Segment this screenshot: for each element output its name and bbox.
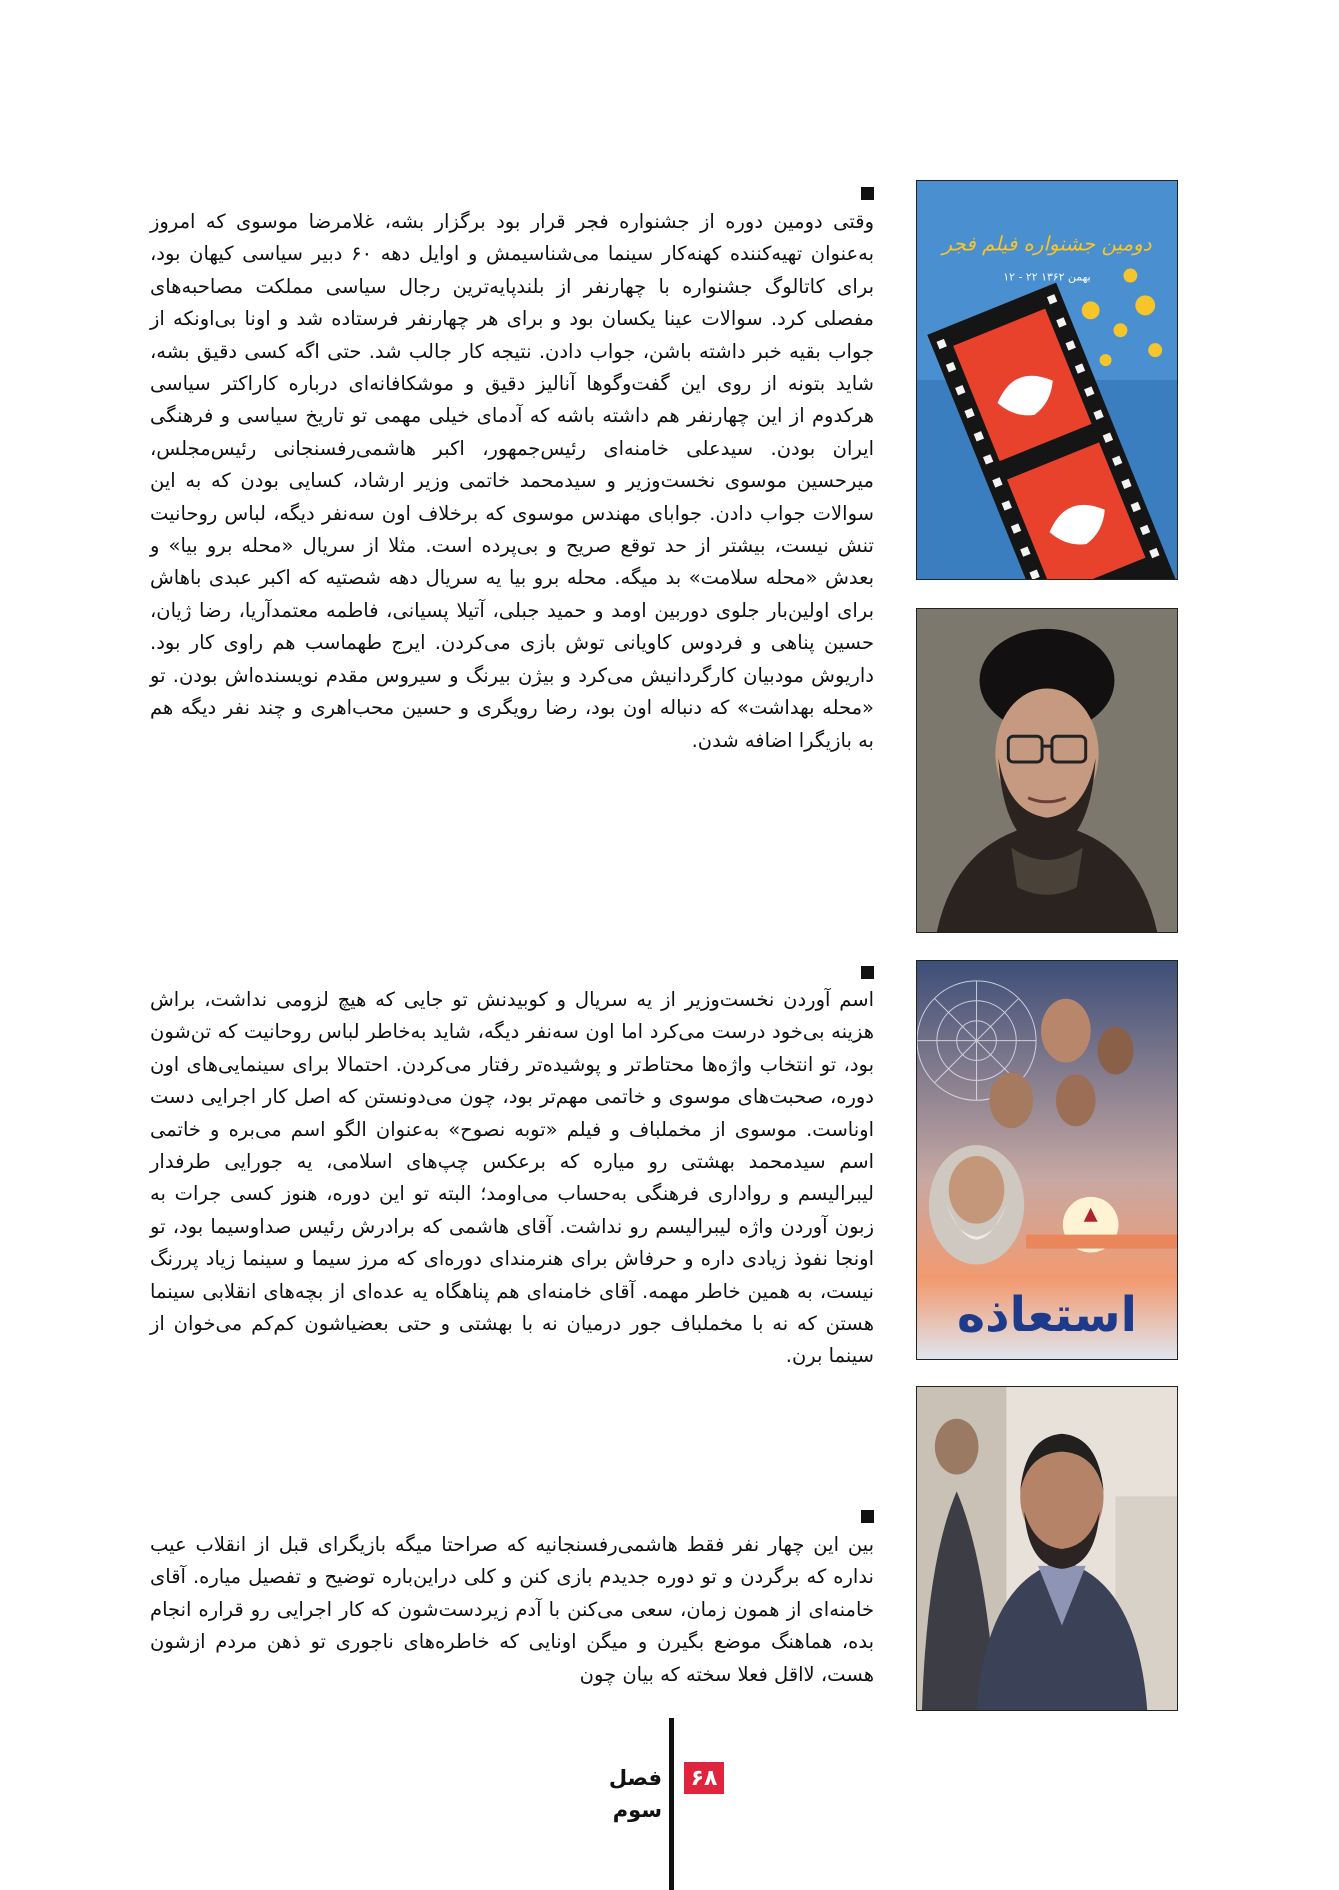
page-number-badge: ۶۸ [684,1762,724,1794]
portrait-cleric-image [916,608,1178,933]
poster-date-text: ۱۲ - ۲۲ بهمن ۱۳۶۲ [1003,270,1091,284]
paragraph-bullet-1 [861,187,874,200]
paragraph-2-block [150,984,874,1373]
film-poster-image [916,960,1178,1360]
poster-title-text: دومین جشنواره فیلم فجر [942,232,1152,256]
film-poster-title: استعاذه [957,1288,1137,1344]
portrait-man-suit-image [916,1386,1178,1711]
paragraph-1: وقتی دومین دوره از جشنواره فجر قرار بود برگزار بشه، غلامرضا موسوی که امروز به‌عنوان تهیه‌کننده کهنه‌کار سینما می‌شناسیمش و اوایل دهه ۶۰ دبیر سیاسی کیهان بود، برای کاتالوگ جشنواره با چهارنفر از بلندپایه‌ترین رجال سیاسی مملکت مصاحبه‌های مفصلی کرد. سوالات عینا یکسان بود و برای هر چهارنفر فرستاده شد و اونا بی‌اونکه از جواب بقیه خبر داشته باشن، جواب دادن. نتیجه کار جالب شد. حتی اگه کسی دقیق بشه، شاید بتونه از روی این گفت‌وگوها آنالیز دقیق و موشکافانه‌ای درباره کاراکتر سیاسی هرکدوم از این چهارنفر هم داشته باشه که آدمای خیلی مهمی تو تاریخ سیاسی و فرهنگی ایران بودن. سیدعلی خامنه‌ای رئیس‌جمهور، اکبر هاشمی‌رفسنجانی رئیس‌مجلس، میرحسین موسوی نخست‌وزیر و سیدمحمد خاتمی وزیر ارشاد، کسایی بودن که به این سوالات جواب دادن. جوابای مهندس موسوی که برخلاف اون سه‌نفر دیگه، لباس روحانیت تنش نیست، بیشتر از حد توقع صریح و بی‌پرده است. مثلا از سریال «محله برو بیا» و بعدش «محله سلامت» بد میگه. محله برو بیا یه سریال دهه شصتیه که اکبر عبدی باهاش برای اولین‌بار جلوی دوربین اومد و حمید جبلی، آتیلا پسیانی، فاطمه معتمدآریا، رضا ژیان، حسین پناهی و فردوس کاویانی توش بازی می‌کردن. ایرج طهماسب هم راوی کار بود. داریوش مودبیان کارگردانیش می‌کرد و بیژن بیرنگ و سیروس مقدم نویسنده‌اش بودن. تو «محله بهداشت» که دنباله اون بود، رضا رویگری و حسین محب‌اهری و چند نفر دیگه هم به بازیگرا اضافه شدن. [150,210,875,752]
paragraph-bullet-2 [861,966,874,979]
festival-poster-image [916,180,1178,580]
footer-divider [669,1718,674,1890]
paragraph-3: بین این چهار نفر فقط هاشمی‌رفسنجانیه که صراحتا میگه بازیگرای قبل از انقلاب عیب نداره که برگردن و تو دوره جدیدم بازی کنن و کلی دراین‌باره توضیح و تفصیل میاره. آقای خامنه‌ای از همون زمان، سعی می‌کنن با آدم زیردست‌شون که کار اجرایی رو قراره انجام بده، هماهنگ موضع بگیرن و میگن اونایی که خاطره‌های ناجوری تو ذهن مردم ازشون هست، لااقل فعلا سخته که بیان چون [150,1533,874,1686]
paragraph-3-block [150,1529,874,1691]
paragraph-1-block [150,206,874,757]
paragraph-2: اسم آوردن نخست‌وزیر از یه سریال و کوبیدنش تو جایی که هیچ لزومی نداشت، براش هزینه بی‌خود درست می‌کرد اما اون سه‌نفر دیگه، شاید به‌خاطر لباس روحانیت که تن‌شون بود، تو انتخاب واژه‌ها محتاط‌تر و پوشیده‌تر رفتار می‌کردن. احتمالا برای سینمایی‌های اون دوره، صحبت‌های موسوی و خاتمی مهم‌تر بود، چون می‌دونستن که اصل کار اجرایی دست اوناست. موسوی از مخملباف و فیلم «توبه نصوح» به‌عنوان الگو اسم می‌بره و خاتمی اسم سیدمحمد بهشتی رو میاره که برعکس چپ‌های اسلامی، یه جورایی طرفدار لیبرالیسم و رواداری فرهنگی به‌حساب می‌اومد؛ البته تو این دوره، هنوز کسی جرات به زبون آوردن واژه لیبرالیسم رو نداشت. آقای هاشمی که برادرش رئیس صداوسیما بود، تو اونجا نفوذ زیادی داره و حرفاش برای هنرمندای دوره‌ای که مرز سیما و سینما زیاد پررنگ نیست، به همین خاطر مهمه. آقای خامنه‌ای هم پناهگاه یه عده‌ای از بچه‌های انقلابی سینما هستن که نه با مخملباف جور درمیان نه با بهشتی و حتی بعضیاشون کم‌کم می‌خوان از سینما برن. [150,988,874,1368]
chapter-title: فصل سوم [608,1766,662,1822]
paragraph-bullet-3 [861,1510,874,1523]
